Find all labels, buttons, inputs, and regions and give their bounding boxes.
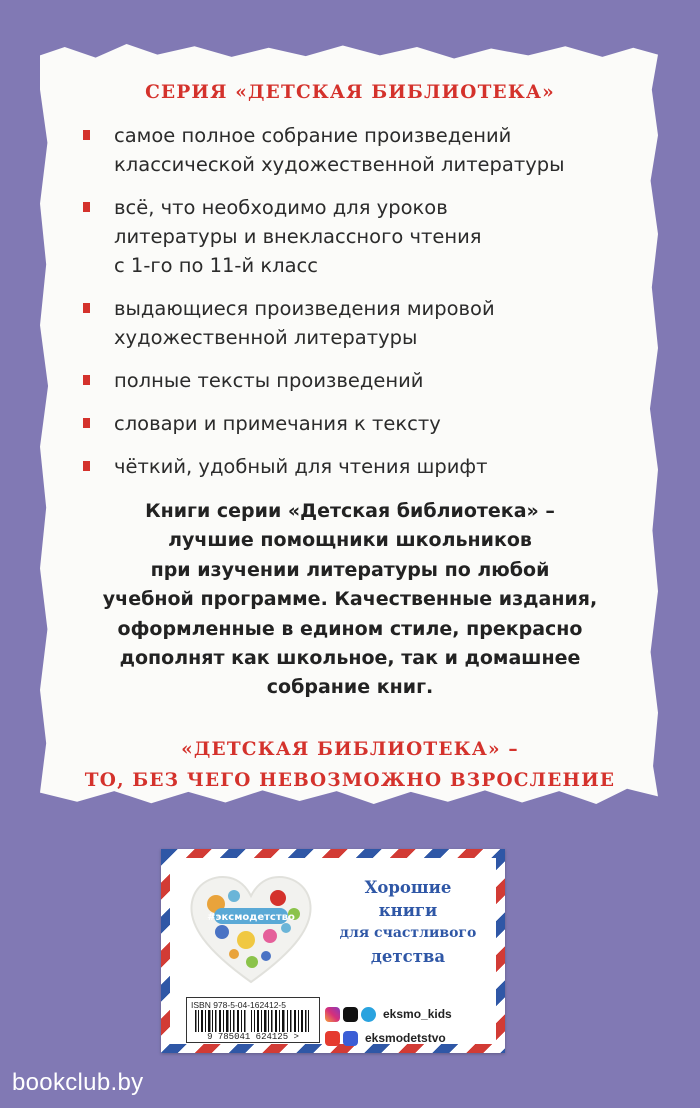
feature-item — [108, 366, 628, 395]
promo-text — [333, 876, 483, 968]
promo-line: Хорошие — [364, 878, 452, 897]
feature-line: словари и примечания к тексту — [114, 412, 441, 435]
envelope-inner — [170, 858, 496, 1044]
feature-line: чёткий, удобный для чтения шрифт — [114, 455, 488, 478]
social-row-kids — [325, 1006, 452, 1022]
feature-line: литературы и внеклассного чтения — [114, 225, 482, 248]
site-watermark: bookclub.by — [12, 1069, 144, 1096]
feature-line: с 1-го по 11-й класс — [114, 254, 318, 277]
facebook-icon[interactable] — [343, 1031, 358, 1046]
feature-line: выдающиеся произведения мировой — [114, 297, 495, 320]
barcode-block — [186, 997, 320, 1043]
promo-line: для счастливого — [339, 925, 477, 941]
bullet-icon — [83, 303, 90, 313]
barcode-icon — [193, 1010, 313, 1034]
bullet-icon — [83, 130, 90, 140]
description-line: Книги серии «Детская библиотека» – — [145, 500, 555, 522]
feature-item — [108, 452, 628, 481]
bullet-icon — [83, 418, 90, 428]
social-row-detstvo — [325, 1030, 446, 1046]
barcode-digits: 9 785041 624125 > — [187, 1032, 319, 1042]
feature-line: художественной литературы — [114, 326, 418, 349]
social-handle[interactable]: eksmo_kids — [383, 1007, 452, 1021]
description-line: дополнят как школьное, так и домашнее — [119, 647, 581, 670]
tagline — [60, 734, 640, 796]
bullet-icon — [83, 461, 90, 471]
description-line: оформленные в едином стиле, прекрасно — [117, 617, 583, 640]
tagline-line: ТО, БЕЗ ЧЕГО НЕВОЗМОЖНО ВЗРОСЛЕНИЕ — [84, 770, 616, 791]
description-line: лучшие помощники школьников — [168, 529, 532, 552]
envelope-sticker — [161, 849, 505, 1053]
feature-item — [108, 409, 628, 438]
description-line: собрание книг. — [266, 676, 434, 699]
youtube-icon[interactable] — [325, 1031, 340, 1046]
feature-line: самое полное собрание произведений — [114, 124, 512, 147]
promo-line: детства — [370, 947, 446, 966]
social-handle[interactable]: eksmodetstvo — [365, 1031, 446, 1045]
series-description — [60, 497, 640, 703]
feature-list — [108, 121, 628, 495]
tagline-line: «ДЕТСКАЯ БИБЛИОТЕКА» – — [181, 739, 519, 760]
description-line: учебной программе. Качественные издания, — [102, 588, 598, 611]
series-title: СЕРИЯ «ДЕТСКАЯ БИБЛИОТЕКА» — [145, 82, 555, 103]
heart-label: #эксмодетство — [207, 912, 295, 923]
bullet-icon — [83, 202, 90, 212]
heart-illustration — [186, 870, 316, 988]
isbn-label: ISBN 978-5-04-162412-5 — [191, 1000, 286, 1010]
telegram-icon[interactable] — [361, 1007, 376, 1022]
feature-item — [108, 193, 628, 280]
feature-line: классической художественной литературы — [114, 153, 565, 176]
feature-line: всё, что необходимо для уроков — [114, 196, 448, 219]
feature-line: полные тексты произведений — [114, 369, 424, 392]
instagram-icon[interactable] — [325, 1007, 340, 1022]
description-line: при изучении литературы по любой — [150, 558, 550, 581]
feature-item — [108, 121, 628, 179]
promo-line: книги — [378, 901, 438, 920]
tiktok-icon[interactable] — [343, 1007, 358, 1022]
heart-icon — [186, 870, 316, 988]
feature-item — [108, 294, 628, 352]
bullet-icon — [83, 375, 90, 385]
